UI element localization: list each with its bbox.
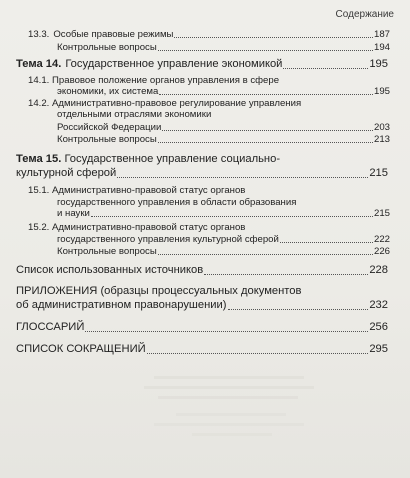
- toc-entry-questions-14[interactable]: [57, 134, 390, 145]
- section-title: Особые правовые режимы: [53, 29, 174, 40]
- topic-label: Тема 14.: [16, 58, 62, 70]
- page-number: 194: [373, 42, 390, 53]
- section-number: 13.3.: [28, 29, 50, 40]
- toc-entry-15-1[interactable]: [28, 185, 390, 208]
- page-number: 295: [369, 343, 388, 355]
- toc-entry-15-1-last: [57, 208, 390, 219]
- section-title-line-1: Административно-правовой статус органов: [52, 185, 246, 196]
- toc-entry-15-2-last: [57, 234, 390, 245]
- toc-entry-glossary[interactable]: [16, 321, 388, 334]
- topic-title: Государственное управление экономикой: [65, 58, 283, 70]
- toc-entry-14-2-last: [57, 122, 390, 133]
- toc-entry-14-1[interactable]: [28, 75, 390, 86]
- show-through-texture: [140, 370, 320, 470]
- dot-leader: [174, 37, 373, 38]
- dot-leader: [204, 274, 368, 275]
- toc-topic-15-last: [16, 167, 388, 180]
- section-title-line-1: Правовое положение органов управления в сфере: [52, 75, 280, 86]
- page-number: 228: [369, 264, 388, 276]
- section-number: 15.2.: [28, 222, 50, 233]
- page-number: 195: [373, 86, 390, 97]
- toc-entry-abbreviations[interactable]: [16, 343, 388, 356]
- page-number: 213: [373, 134, 390, 145]
- dot-leader: [162, 130, 373, 131]
- page-number: 215: [369, 167, 388, 179]
- page-number: 232: [369, 299, 388, 311]
- dot-leader: [158, 142, 373, 143]
- section-title: Список использованных источников: [16, 264, 204, 276]
- section-title: Контрольные вопросы: [57, 246, 157, 257]
- dot-leader: [283, 68, 368, 69]
- toc-entry-appendix[interactable]: [16, 285, 388, 298]
- dot-leader: [85, 331, 368, 332]
- dot-leader: [159, 94, 373, 95]
- toc-topic-15[interactable]: [16, 153, 388, 166]
- toc-entry-questions-13[interactable]: [57, 42, 390, 53]
- section-title-line-3: Российской Федерации: [57, 122, 162, 133]
- section-title-line-2: государственного управления в области образования: [57, 196, 297, 208]
- section-title: СПИСОК СОКРАЩЕНИЙ: [16, 343, 146, 355]
- dot-leader: [117, 177, 368, 178]
- section-title: Контрольные вопросы: [57, 134, 157, 145]
- page-number: 195: [369, 58, 388, 70]
- topic-title-line-1: Государственное управление социально-: [64, 153, 281, 165]
- toc-entry-14-1-last: [57, 86, 390, 97]
- page-number: 215: [373, 208, 390, 219]
- section-title: ГЛОССАРИЙ: [16, 321, 85, 333]
- toc-entry-13-3[interactable]: [28, 29, 390, 40]
- dot-leader: [147, 353, 369, 354]
- section-number: 14.2.: [28, 98, 50, 109]
- topic-title-line-2: культурной сферой: [16, 167, 117, 179]
- section-title-line-3: и науки: [57, 208, 90, 219]
- dot-leader: [228, 309, 369, 310]
- section-number: 14.1.: [28, 75, 50, 86]
- section-title-line-2: отдельными отраслями экономики: [57, 109, 212, 120]
- topic-label: Тема 15.: [16, 153, 62, 165]
- dot-leader: [158, 50, 373, 51]
- section-number: 15.1.: [28, 185, 50, 196]
- page-number: 187: [373, 29, 390, 40]
- toc-entry-14-2[interactable]: [28, 98, 390, 120]
- page-number: 222: [373, 234, 390, 245]
- toc-entry-questions-15[interactable]: [57, 246, 390, 257]
- page-number: 203: [373, 122, 390, 133]
- section-title-line-1: Административно-правовое регулирование управления: [52, 98, 302, 109]
- toc-entry-15-2[interactable]: [28, 222, 390, 234]
- running-head: Содержание: [335, 9, 394, 20]
- toc-entry-sources[interactable]: [16, 264, 388, 277]
- dot-leader: [158, 254, 373, 255]
- toc-topic-14[interactable]: [16, 58, 388, 71]
- dot-leader: [280, 242, 373, 243]
- dot-leader: [91, 216, 373, 217]
- section-title-line-2: об административном правонарушении): [16, 299, 227, 311]
- page-number: 256: [369, 321, 388, 333]
- section-title-line-2: экономики, их система: [57, 86, 159, 97]
- section-title-line-1: Административно-правовой статус органов: [52, 222, 246, 233]
- section-title: Контрольные вопросы: [57, 42, 157, 53]
- section-title-line-2: государственного управления культурной сферой: [57, 234, 279, 245]
- toc-entry-appendix-last: [16, 299, 388, 312]
- section-title-line-1: ПРИЛОЖЕНИЯ (образцы процессуальных документов: [16, 285, 302, 297]
- page-number: 226: [373, 246, 390, 257]
